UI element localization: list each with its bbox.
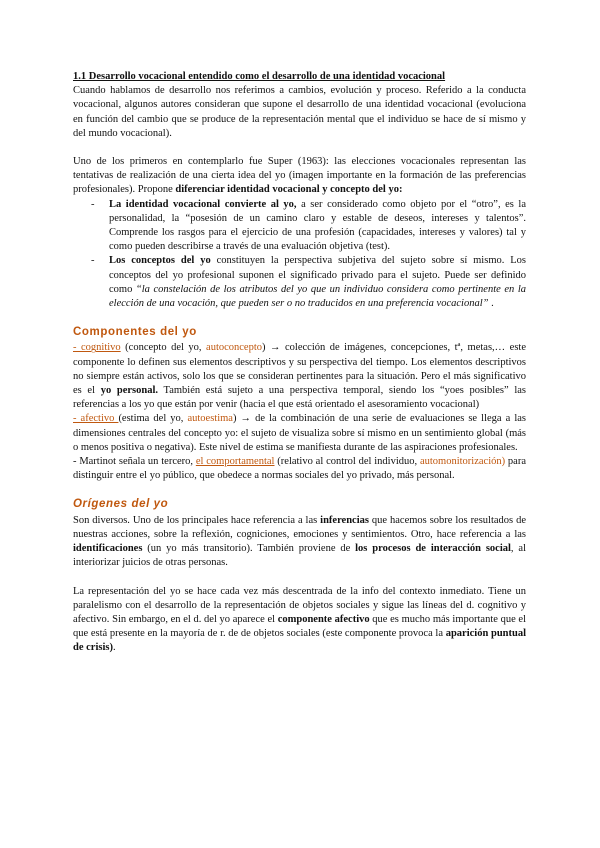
comportamental-text-2: para distinguir entre el yo público, que obedece a normas sociales del yo privado, más personal. <box>73 456 526 482</box>
list-item <box>109 254 526 311</box>
comportamental-label: el comportamental <box>195 456 275 468</box>
comportamental-text: (relativo al control del individuo, <box>274 456 420 468</box>
bullet-bold: Los conceptos del yo <box>109 255 211 267</box>
origenes-text: que es mucho más importante que el que está presente en la mayoría de r. de de objetos sociales (este componente provoca la <box>73 613 526 640</box>
afectivo-label: - afectivo <box>73 413 119 425</box>
document-page <box>73 70 526 656</box>
crisis-bold: aparición puntual de crisis) <box>73 628 526 654</box>
autoconcepto-term: autoconcepto <box>206 342 263 354</box>
origenes-text: (un yo más transitorio). También proviene de <box>142 543 356 555</box>
bullet-text: a ser considerado como objeto por el “otro”, es la personalidad, la “posesión de un camino claro y estable de deseos, intereses y talentos”. Comprende los rasgos para el ejercicio de una profesión (capacidades, intereses y valores) tal y como pueden describirse a través de una evaluación objetiva (test). <box>109 198 526 253</box>
bullet-quote: “la constelación de los atributos del yo que un individuo considera como pertinente en la elección de una vocación, que pueden ser o no traducidos en una preferencia vocacional” <box>109 283 526 310</box>
autoestima-term: autoestima <box>187 413 233 425</box>
componente-afectivo-bold: componente afectivo <box>277 613 370 625</box>
origenes-text: que hacemos sobre los resultados de nuestras acciones, sobre la reflexión, cogniciones, emociones y sentimientos. Otro, hace referencia a las <box>73 514 526 540</box>
cognitivo-text-2: También está sujeto a una perspectiva temporal, siendo los “yoes posibles” las referencias a los yo que están por venir (hacia el que está orientado el asesoramiento vocacional) <box>73 385 526 411</box>
componentes-heading: Componentes del yo <box>73 326 197 339</box>
bullet-end: . <box>488 298 494 310</box>
cognitivo-paragraph <box>73 341 526 412</box>
origenes-text: Son diversos. Uno de los principales hace referencia a las <box>73 514 321 526</box>
bullet-bold: La identidad vocacional convierte al yo, <box>109 198 297 210</box>
afectivo-paragraph <box>73 412 526 455</box>
bullet-text: constituyen la perspectiva subjetiva del sujeto sobre sí mismo. Los conceptos del yo profesional suponen el significado privado para el sujeto. Puede ser definido como <box>109 255 527 295</box>
origenes-heading: Orígenes del yo <box>73 498 169 511</box>
afectivo-text: ) → de la combinación de una serie de evaluaciones se llega a las dimensiones centrales del concepto yo: el sujeto de visualiza sobre sí mismo en un sentimiento global (más o menos positiva o negativa). Este nivel de estima se manifiesta durante de las aspiraciones profesionales. <box>73 413 527 453</box>
intro-paragraph: Cuando hablamos de desarrollo nos referimos a cambios, evolución y proceso. Referido a la conducta vocacional, algunos autores consideran que supone el desarrollo de una identidad vocacional (evoluciona en función del cambio que se produce de la representación mental que el individuo se hace de sí mismo y del mundo vocacional). <box>73 85 526 139</box>
super-paragraph <box>73 155 526 198</box>
super-text: Uno de los primeros en contemplarlo fue Super (1963): las elecciones vocacionales representan las tentativas de realización de una cierta idea del yo (imagen importante en la formación de las preferencias profesionales). Propone <box>73 156 526 196</box>
list-item <box>109 198 526 255</box>
cognitivo-pre: (concepto del yo, <box>120 342 207 354</box>
comportamental-pre: - Martinot señala un tercero, <box>73 456 196 468</box>
automonitorizacion-term: automonitorización) <box>419 456 506 468</box>
afectivo-pre: (estima del yo, <box>118 413 188 425</box>
origenes-text: , al interiorizar juicios de otras personas. <box>73 543 526 569</box>
yo-personal-bold: yo personal. <box>100 385 159 397</box>
origenes-paragraph-1 <box>73 514 526 571</box>
origenes-paragraph-2 <box>73 585 526 656</box>
identity-list <box>73 198 526 312</box>
comportamental-paragraph <box>73 455 526 483</box>
section-title: 1.1 Desarrollo vocacional entendido como el desarrollo de una identidad vocacional <box>73 71 446 82</box>
cognitivo-text: ) → colección de imágenes, concepciones, tª, metas,… este componente lo definen sus elementos descriptivos y su perspectiva del tiempo. Los elementos descriptivos no siempre están activos, solo los que se consideran pertinentes para la situación. Pero el más significativo es el <box>73 342 526 397</box>
interaccion-social-bold: los procesos de interacción social <box>355 543 511 555</box>
identificaciones-bold: identificaciones <box>73 543 143 555</box>
origenes-text: . <box>112 642 116 654</box>
super-bold: diferenciar identidad vocacional y concepto del yo: <box>175 184 403 196</box>
origenes-text: La representación del yo se hace cada vez más descentrada de la info del contexto inmediato. Tiene un paralelismo con el desarrollo de la representación de objetos sociales y sigue las líneas del d. cognitivo y afectivo. Sin embargo, en el d. del yo aparece el <box>73 585 526 625</box>
cognitivo-label: - cognitivo <box>73 342 121 354</box>
inferencias-bold: inferencias <box>320 514 369 526</box>
